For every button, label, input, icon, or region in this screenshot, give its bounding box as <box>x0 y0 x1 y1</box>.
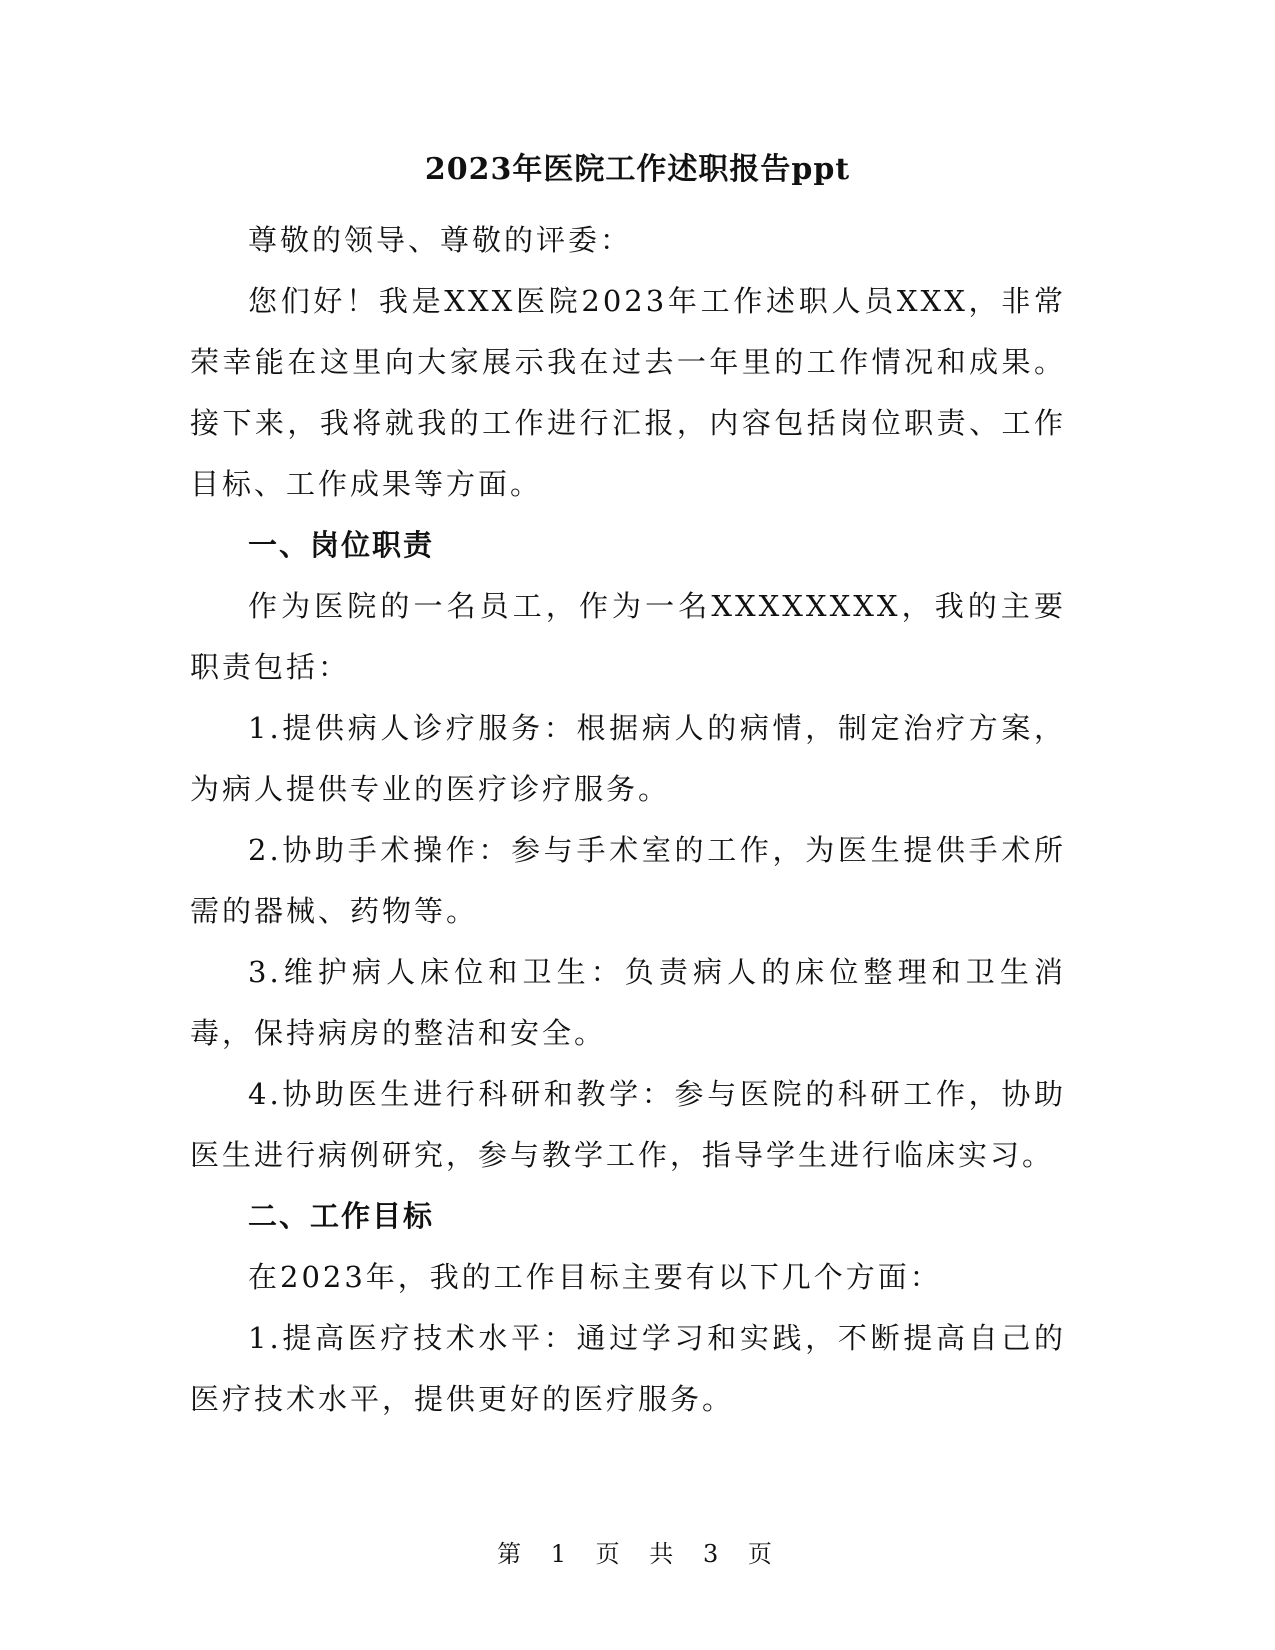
duties-intro: 作为医院的一名员工，作为一名XXXXXXXX，我的主要职责包括： <box>190 589 1066 684</box>
duty-item-2: 2.协助手术操作：参与手术室的工作，为医生提供手术所需的器械、药物等。 <box>190 833 1066 928</box>
goal-item-1: 1.提高医疗技术水平：通过学习和实践，不断提高自己的医疗技术水平，提供更好的医疗服务。 <box>190 1321 1066 1416</box>
duty-item-3: 3.维护病人床位和卫生：负责病人的床位整理和卫生消毒，保持病房的整洁和安全。 <box>190 955 1066 1050</box>
document-body <box>190 210 1066 1430</box>
intro-paragraph: 您们好！我是XXX医院2023年工作述职人员XXX，非常荣幸能在这里向大家展示我在过去一年里的工作情况和成果。接下来，我将就我的工作进行汇报，内容包括岗位职责、工作目标、工作成果等方面。 <box>190 284 1066 501</box>
document-title: 2023年医院工作述职报告ppt <box>424 152 851 187</box>
page-footer: 第 1 页 共 3 页 <box>497 1540 778 1568</box>
salutation: 尊敬的领导、尊敬的评委： <box>248 223 633 257</box>
goals-intro: 在2023年，我的工作目标主要有以下几个方面： <box>248 1260 942 1294</box>
section-heading-goals: 二、工作目标 <box>248 1199 435 1233</box>
duty-item-1: 1.提供病人诊疗服务：根据病人的病情，制定治疗方案，为病人提供专业的医疗诊疗服务。 <box>190 711 1066 806</box>
duty-item-4: 4.协助医生进行科研和教学：参与医院的科研工作，协助医生进行病例研究，参与教学工作，指导学生进行临床实习。 <box>190 1077 1066 1172</box>
section-heading-duties: 一、岗位职责 <box>248 528 435 562</box>
